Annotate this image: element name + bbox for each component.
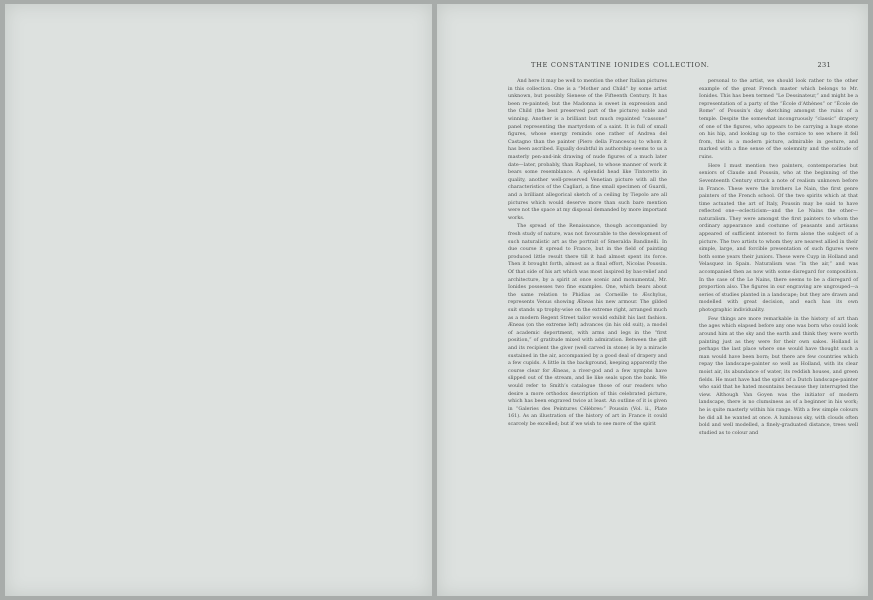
paragraph: And here it may be well to mention the other Italian pictures in this collection. One is a “Mother and Child” by some artist unknown, but possibly Sienese of the Fifteenth Century. It has been re-painted; but the Madonna is sweet in expression and the Child (the best preserved part of the picture) noble and winning. Another is a brilliant but much repainted “cassone” panel representing the martyrdom of a saint. It is full of small figures, whose energy reminds one rather of Andrea del Castagno than the painter (Piero della Francesca) to whom it has been ascribed. Equally doubtful in authorship seems to us a masterly pen-and-ink drawing of nude figures of a much later date—later, probably, than Raphael, to whose manner of work it bears some resemblance. A splendid head like Tintoretto in quality, another well-preserved Venetian picture with all the characteristics of the Cagliari, a fine small specimen of Guardi, and a brilliant allegorical sketch of a ceiling by Tiepolo are all pictures which would deserve more than such bare mention were not the space at my disposal demanded by more important works. <box>508 78 667 221</box>
paragraph: personal to the artist, we should look rather to the other example of the great French master which belongs to Mr. Ionides. This has been termed “Le Dessinateur,” and might be a representation of a party of the “École d’Athènes” or “École de Rome” of Poussin’s day sketching amongst the ruins of a temple. Despite the somewhat incongruously “classic” drapery of one of the figures, who appears to be carrying a huge stone on his hip, and looking up to the cornice to see where it fell from, this is a modern picture, admirable in gesture, and marked with a fine sense of the solemnity and the solitude of ruins. <box>699 78 858 160</box>
text-column-right <box>699 78 858 438</box>
paragraph: Here I must mention two painters, contemporaries but seniors of Claude and Poussin, who at the beginning of the Seventeenth Century struck a note of realism unknown before in France. These were the brothers Le Nain, the first genre painters of the French school. Of the two spirits which at that time actuated the art of Italy, Poussin may be said to have reflected one—eclecticism—and the Le Nains the other—naturalism. They were amongst the first painters to whom the ordinary appearance and costume of peasants and artisans appeared of sufficient interest to form alone the subject of a picture. The two artists to whom they are nearest allied in their simple, large, and forcible presentation of such figures were both some years their juniors. These were Cuyp in Holland and Velasquez in Spain. Naturalism was “in the air,” and was accompanied then as now with some disregard for composition. In the case of the Le Nains, there seems to be a disregard of proportion also. The figures in our engraving are ungrouped—a series of studies planted in a landscape; but they are drawn and modelled with great decision, and each has its own photographic individuality. <box>699 162 858 313</box>
running-head <box>505 61 831 72</box>
running-title: THE CONSTANTINE IONIDES COLLECTION. <box>531 61 710 69</box>
text-column-left <box>508 78 667 430</box>
left-page-blank <box>5 4 432 596</box>
right-page <box>437 4 868 596</box>
page-number: 231 <box>817 61 831 69</box>
paragraph: Few things are more remarkable in the history of art than the ages which elapsed before any one was born who could look around him at the sky and the earth and think they were worth painting just as they were for their own sakes. Holland is perhaps the last place where one would have thought such a man would have been born; but there are few countries which repay the landscape-painter so well as Holland, with its clear moist air, its abundance of water, its reddish houses, and green fields. He must have had the spirit of a Dutch landscape-painter who said that he hated mountains because they interrupted the view. Although Van Goyen was the initiator of modern landscape, there is no clumsiness as of a beginner in his work; he is quite masterly within his range. With a few simple colours he did all he wanted at once. A luminous sky, with clouds often bold and well modelled, a finely-graduated distance, trees well studied as to colour and <box>699 315 858 436</box>
paragraph: The spread of the Renaissance, though accompanied by fresh study of nature, was not favourable to the development of such naturalistic art as the portrait of Smeralda Bandinelli. In due course it spread to France, but in the field of painting produced little result there till it had almost spent its force. Then it brought forth, almost as a final effort, Nicolas Poussin. Of that side of his art which was most inspired by bas-relief and architecture, by a spirit at once scenic and monumental, Mr. Ionides possesses two fine examples. One, which bears about the same relation to Phidias as Corneille to Æschylus, represents Venus showing Æneas his new armour. The gilded suit stands up trophy-wise on the extreme right, arranged much as a modern Regent Street tailor would exhibit his last fashion. Æneas (on the extreme left) advances (in his old suit), a model of academic deportment, with arms and legs in the “first position,” of gratitude mixed with admiration. Between the gift and its recipient the giver (well carved in stone) is by a miracle sustained in the air, accompanied by a good deal of drapery and a few cupids. A little in the background, keeping apparently the course clear for Æneas, a river-god and a few nymphs have slipped out of the stream, and lie like seals upon the bank. We would refer to Smith’s catalogue those of our readers who desire a more orthodox description of this celebrated picture, which has been engraved twice at least. An outline of it is given in “Galeries des Peintures Célèbres:” Poussin (Vol. ii., Plate 161). As an illustration of the history of art in France it could scarcely be excelled; but if we wish to see more of the spirit <box>508 223 667 427</box>
